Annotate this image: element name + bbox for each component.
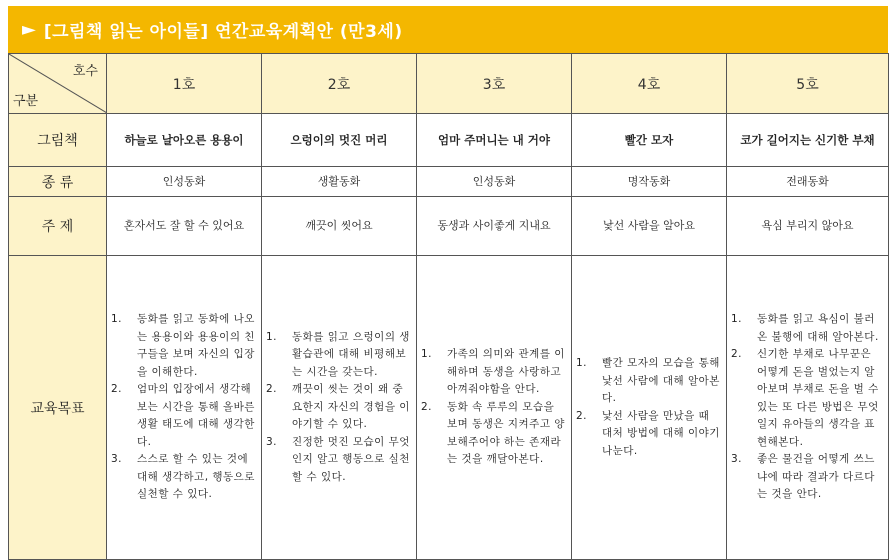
column-header: 2호 xyxy=(262,54,417,114)
goal-text: 스스로 할 수 있는 것에 대해 생각하고, 행동으로 실천할 수 있다. xyxy=(137,453,255,501)
goal-text: 동화를 읽고 욕심이 불러온 불행에 대해 알아본다. xyxy=(757,313,879,343)
theme-text: 혼자서도 잘 할 수 있어요 xyxy=(107,197,262,256)
goal-item xyxy=(727,346,888,451)
goal-number: 1. xyxy=(421,348,433,361)
book-title: 엄마 주머니는 내 거야 xyxy=(417,114,572,167)
book-title: 코가 길어지는 신기한 부채 xyxy=(727,114,889,167)
goal-text: 빨간 모자의 모습을 통해 낯선 사람에 대해 알아본다. xyxy=(602,357,720,404)
row-label-goals: 교육목표 xyxy=(9,256,107,560)
goals-list xyxy=(727,311,888,504)
goal-text: 진정한 멋진 모습이 무엇인지 알고 행동으로 실천할 수 있다. xyxy=(292,435,410,483)
column-header: 5호 xyxy=(727,54,889,114)
book-title: 하늘로 날아오른 용용이 xyxy=(107,114,262,167)
goal-number: 1. xyxy=(266,330,278,343)
story-type: 인성동화 xyxy=(107,167,262,197)
goal-number: 2. xyxy=(111,383,123,396)
curriculum-table xyxy=(8,53,889,560)
header-row xyxy=(9,54,889,114)
goal-item xyxy=(107,381,261,451)
corner-label-category: 구분 xyxy=(13,94,39,109)
story-type: 명작동화 xyxy=(572,167,727,197)
row-label-type: 종 류 xyxy=(9,167,107,197)
goal-text: 깨끗이 씻는 것이 왜 중요한지 자신의 경험을 이야기할 수 있다. xyxy=(292,383,410,431)
theme-text: 깨끗이 씻어요 xyxy=(262,197,417,256)
row-label-book: 그림책 xyxy=(9,114,107,167)
goal-text: 동화를 읽고 동화에 나오는 용용이와 용용이의 친구들을 보며 자신의 입장을 이해한다. xyxy=(137,313,255,378)
goal-item xyxy=(572,408,726,461)
goal-item xyxy=(107,451,261,504)
goal-number: 1. xyxy=(111,313,123,326)
goal-item xyxy=(417,346,571,399)
column-header: 1호 xyxy=(107,54,262,114)
goal-text: 동화를 읽고 으렁이의 생활습관에 대해 비평해보는 시간을 갖는다. xyxy=(292,330,410,378)
goal-number: 3. xyxy=(111,453,123,466)
goal-number: 1. xyxy=(731,313,743,326)
story-type: 전래동화 xyxy=(727,167,889,197)
theme-text: 낯선 사람을 알아요 xyxy=(572,197,727,256)
goal-text: 신기한 부채로 나무꾼은 어떻게 돈을 벌었는지 알아보며 부채로 돈을 벌 수 있는 또 다른 방법은 무엇일지 유아들의 생각을 표현해본다. xyxy=(757,348,879,448)
goals-list xyxy=(262,329,416,487)
goals-cell xyxy=(262,256,417,560)
goal-item xyxy=(262,381,416,434)
goal-number: 1. xyxy=(576,357,588,369)
goals-cell xyxy=(417,256,572,560)
goal-item xyxy=(727,311,888,346)
goal-item xyxy=(727,451,888,504)
goal-item xyxy=(262,329,416,382)
book-title: 으렁이의 멋진 머리 xyxy=(262,114,417,167)
goals-list xyxy=(572,355,726,460)
goal-item xyxy=(262,434,416,487)
row-label-theme: 주 제 xyxy=(9,197,107,256)
type-row xyxy=(9,167,889,197)
goal-text: 동화 속 루루의 모습을 보며 동생은 지켜주고 양보해주어야 하는 존재라는 것을 깨달아본다. xyxy=(447,400,565,466)
corner-cell xyxy=(9,54,107,114)
column-header: 3호 xyxy=(417,54,572,114)
goal-item xyxy=(417,399,571,469)
goal-item xyxy=(572,355,726,408)
goal-number: 3. xyxy=(731,453,743,466)
goal-text: 엄마의 입장에서 생각해보는 시간을 통해 올바른 생활 태도에 대해 생각한다. xyxy=(137,383,255,448)
story-type: 인성동화 xyxy=(417,167,572,197)
goal-number: 2. xyxy=(576,409,588,422)
goal-item xyxy=(107,311,261,381)
book-title: 빨간 모자 xyxy=(572,114,727,167)
book-row xyxy=(9,114,889,167)
story-type: 생활동화 xyxy=(262,167,417,197)
theme-text: 동생과 사이좋게 지내요 xyxy=(417,197,572,256)
goals-list xyxy=(107,311,261,504)
goal-number: 3. xyxy=(266,435,278,448)
goals-row xyxy=(9,256,889,560)
goal-number: 2. xyxy=(421,400,433,413)
goal-text: 낯선 사람을 만났을 때 대처 방법에 대해 이야기 나눈다. xyxy=(602,409,720,457)
column-header: 4호 xyxy=(572,54,727,114)
goals-list xyxy=(417,346,571,469)
goals-cell xyxy=(727,256,889,560)
theme-text: 욕심 부리지 않아요 xyxy=(727,197,889,256)
theme-row xyxy=(9,197,889,256)
triangle-right-icon: ► xyxy=(22,19,36,40)
corner-label-number: 호수 xyxy=(72,64,98,79)
goal-number: 2. xyxy=(266,383,278,396)
page-title: [그림책 읽는 아이들] 연간교육계획안 (만3세) xyxy=(43,22,403,42)
goals-cell xyxy=(572,256,727,560)
goal-number: 2. xyxy=(731,348,743,361)
title-banner xyxy=(8,6,888,53)
goal-text: 좋은 물건을 어떻게 쓰느냐에 따라 결과가 다르다는 것을 안다. xyxy=(757,453,875,501)
goal-text: 가족의 의미와 관계를 이해하며 동생을 사랑하고 아껴줘야함을 안다. xyxy=(447,348,565,396)
goals-cell xyxy=(107,256,262,560)
